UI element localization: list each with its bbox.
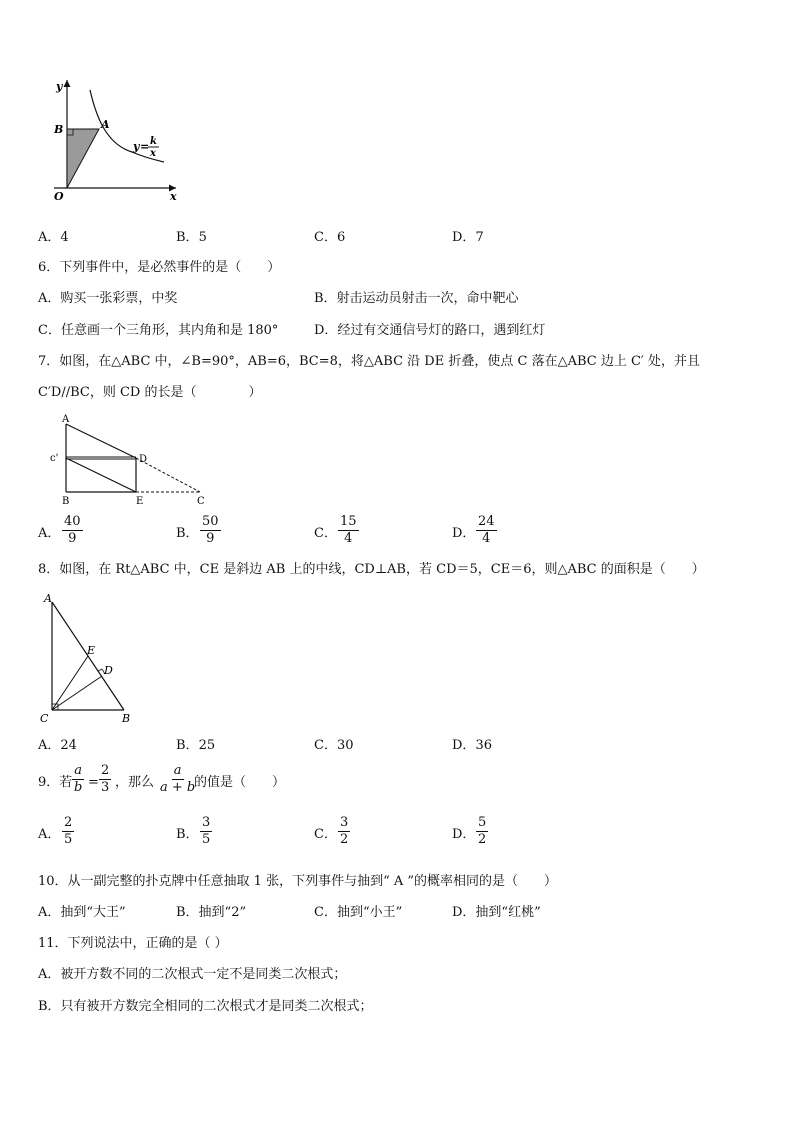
q7-option-c-frac[interactable]: $\frac{15}{4}$ (340, 514, 357, 546)
q8-fig-d: D (104, 664, 113, 677)
q6-option-a[interactable]: A．购买一张彩票，中奖 (38, 291, 178, 306)
q7-stem-line2: C′D//BC，则 CD 的长是（ ） (38, 385, 262, 400)
q8-stem: 8．如图，在 Rt△ABC 中，CE 是斜边 AB 上的中线，CD⊥AB，若 CD＝5，CE＝6，则△ABC 的面积是（ ） (38, 562, 705, 577)
q6-option-b[interactable]: B．射击运动员射击一次，命中靶心 (314, 291, 519, 306)
q9-equals: = (88, 775, 99, 790)
q6-option-d[interactable]: D．经过有交通信号灯的路口，遇到红灯 (314, 323, 546, 338)
q7-stem-line1: 7．如图，在△ABC 中，∠B=90°，AB=6，BC=8，将△ABC 沿 DE 折叠，使点 C 落在△ABC 边上 C′ 处，并且 (38, 354, 700, 369)
q7-fig-b: B (62, 496, 70, 507)
q10-stem: 10．从一副完整的扑克牌中任意抽取 1 张，下列事件与抽到“ A ”的概率相同的是（ ） (38, 874, 558, 889)
q11-stem: 11．下列说法中，正确的是（ ） (38, 936, 228, 951)
q5-x-label: x (170, 190, 177, 203)
q8-option-b[interactable]: B．25 (176, 738, 216, 753)
q5-curve-k: k (150, 136, 157, 147)
q5-curve-eq: = (140, 140, 150, 153)
q5-option-a[interactable]: A．4 (38, 230, 69, 245)
q7-option-a-key[interactable]: A． (38, 526, 61, 541)
q6-stem: 6．下列事件中，是必然事件的是（ ） (38, 260, 281, 275)
q9-option-a-key[interactable]: A． (38, 827, 61, 842)
q5-figure (36, 76, 186, 206)
q7-option-a-frac[interactable]: $\frac{40}{9}$ (64, 514, 81, 546)
q7-fig-c-prime: c' (50, 453, 59, 464)
q8-fig-b: B (122, 712, 131, 725)
q9-fraction-two-thirds: $\frac{2}{3}$ (101, 763, 110, 795)
q5-origin-label: O (54, 190, 64, 203)
q10-option-c[interactable]: C．抽到“小王” (314, 905, 403, 920)
q9-fraction-a-over-b: $\frac{a}{b}$ (74, 763, 83, 795)
q7-option-b-frac[interactable]: $\frac{50}{9}$ (202, 514, 219, 546)
q5-y-label: y (56, 80, 63, 93)
q9-option-a-frac[interactable]: $\frac{2}{5}$ (64, 815, 73, 847)
q10-option-d[interactable]: D．抽到“红桃” (452, 905, 541, 920)
q9-option-b-frac[interactable]: $\frac{3}{5}$ (202, 815, 211, 847)
q9-prefix: 9．若 (38, 775, 73, 790)
q8-figure (36, 588, 146, 728)
q9-option-d-key[interactable]: D． (452, 827, 476, 842)
q9-option-b-key[interactable]: B． (176, 827, 199, 842)
q7-option-b-key[interactable]: B． (176, 526, 199, 541)
q7-fig-e: E (136, 496, 144, 507)
q9-fraction-target: $\frac{a}{a + b}$ (160, 763, 196, 795)
q5-curve-x: x (150, 148, 156, 159)
q7-option-d-frac[interactable]: $\frac{24}{4}$ (478, 514, 495, 546)
q5-option-b[interactable]: B．5 (176, 230, 207, 245)
q5-option-d[interactable]: D．7 (452, 230, 484, 245)
q8-option-d[interactable]: D．36 (452, 738, 492, 753)
q7-fig-c: C (197, 496, 205, 507)
q8-fig-a: A (44, 592, 52, 605)
q9-option-c-frac[interactable]: $\frac{3}{2}$ (340, 815, 349, 847)
q10-option-b[interactable]: B．抽到“2” (176, 905, 247, 920)
q7-option-d-key[interactable]: D． (452, 526, 476, 541)
q5-curve-y: y (133, 140, 140, 153)
q9-suffix: 的值是（ ） (194, 775, 286, 790)
q10-option-a[interactable]: A．抽到“大王” (38, 905, 126, 920)
q9-option-d-frac[interactable]: $\frac{5}{2}$ (478, 815, 487, 847)
q5-option-c[interactable]: C．6 (314, 230, 346, 245)
q8-option-c[interactable]: C．30 (314, 738, 354, 753)
q11-option-b[interactable]: B．只有被开方数完全相同的二次根式才是同类二次根式； (38, 999, 373, 1014)
q7-fig-a: A (62, 414, 70, 425)
q5-a-label: A (101, 118, 110, 131)
q7-option-c-key[interactable]: C． (314, 526, 337, 541)
q9-option-c-key[interactable]: C． (314, 827, 337, 842)
q5-b-label: B (54, 123, 64, 136)
q7-fig-d: D (139, 454, 148, 465)
q8-option-a[interactable]: A．24 (38, 738, 77, 753)
q8-fig-c: C (40, 712, 49, 725)
q11-option-a[interactable]: A．被开方数不同的二次根式一定不是同类二次根式； (38, 967, 347, 982)
q5-shaded-triangle (67, 129, 99, 188)
q9-mid: ，那么 (115, 775, 155, 790)
q8-fig-e: E (87, 644, 96, 657)
q6-option-c[interactable]: C．任意画一个三角形，其内角和是 180° (38, 323, 279, 338)
q7-figure (48, 412, 218, 510)
